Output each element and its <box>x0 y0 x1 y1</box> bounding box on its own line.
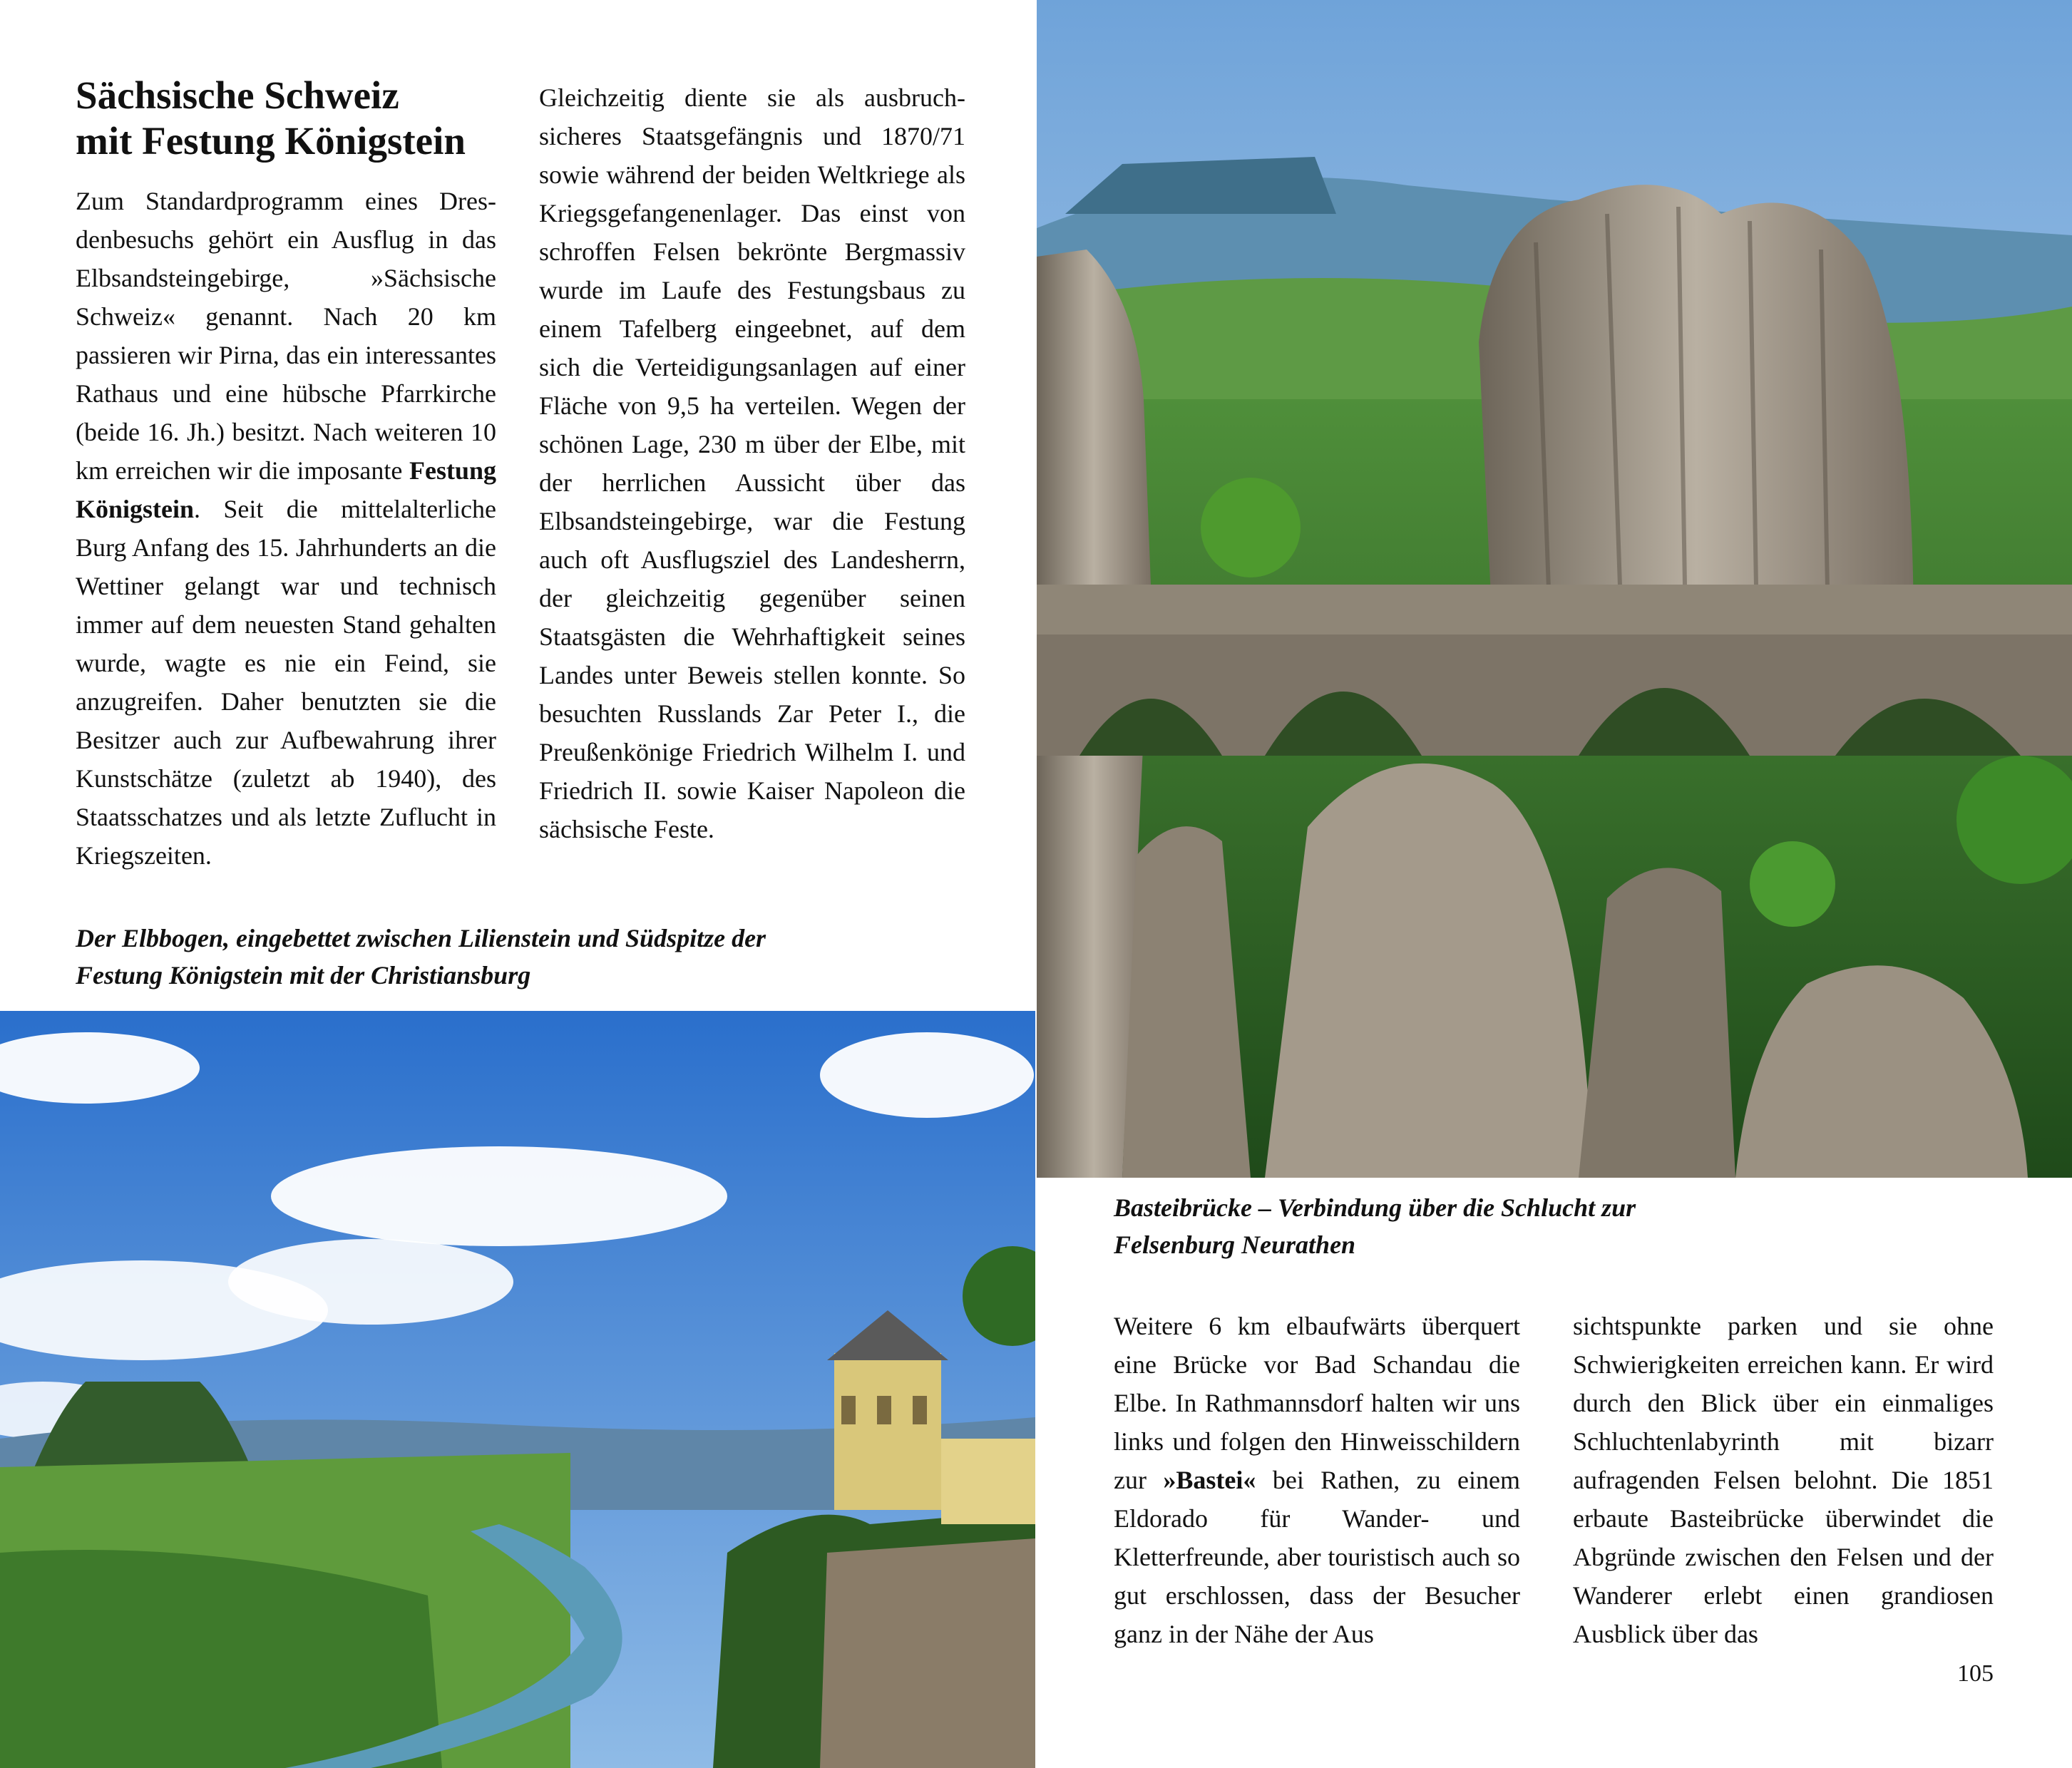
caption-elbbogen-line-2: Festung Königstein mit der Christiansburg <box>76 961 531 990</box>
caption-bastei-line-1: Basteibrücke – Verbindung über die Schlucht zur <box>1114 1193 1636 1222</box>
caption-elbbogen-line-1: Der Elbbogen, eingebettet zwischen Lilienstein und Südspitze der <box>76 924 766 952</box>
body-column-4: sichtspunkte parken und sie ohne Schwierigkeiten erreichen kann. Er wird durch den Blick über ein einmaliges Schluchtenlabyrinth mit bizarr aufragenden Felsen belohnt. Die 1851 erbaute Basteibrücke überwindet die Abgründe zwischen den Felsen und der Wanderer erlebt einen grandiosen Ausblick über das <box>1573 1312 1994 1648</box>
body-column-3 <box>1114 1307 1520 1653</box>
column3-bold-term: »Bastei« <box>1163 1466 1256 1494</box>
column1-text-a: Zum Standardprogramm eines Dresdenbesuchs gehört ein Ausflug in das Elbsandsteingebirge, »Sächsische Schweiz« genannt. Nach 20 km passieren wir Pirna, das ein interessantes Rathaus und eine hübsche Pfarrkirche (beide 16. Jh.) besitzt. Nach weiteren 10 km erreichen wir die imposante <box>76 187 496 485</box>
page-heading <box>76 73 532 164</box>
column3-text-b: bei Rathen, zu einem Eldorado für Wander- und Kletterfreunde, aber touristisch auch so gut erschlossen, dass der Besucher ganz in der Nähe der Aus <box>1114 1466 1521 1648</box>
page-number: 105 <box>1957 1660 1994 1687</box>
caption-bastei-line-2: Felsenburg Neurathen <box>1114 1230 1356 1259</box>
column1-text-b: . Seit die mittelalterliche Burg Anfang des 15. Jahrhunderts an die Wettiner gelangt war und technisch immer auf dem neuesten Stand gehalten wurde, wagte es nie ein Feind, sie anzugreifen. Daher benutzten sie die Besitzer auch zur Aufbewahrung ihrer Kunstschätze (zuletzt ab 1940), des Staatsschatzes und als letzte Zuflucht in Kriegszeiten. <box>76 495 496 870</box>
caption-bastei <box>1114 1189 1998 1263</box>
heading-line-1: Sächsische Schweiz <box>76 73 399 117</box>
column1-bold-term: Festung Königstein <box>76 456 496 523</box>
photo-basteibruecke-illustration <box>1037 0 2072 1178</box>
body-column-2: Gleichzeitig diente sie als ausbruchsicheres Staatsgefängnis und 1870/71 sowie während der beiden Weltkriege als Kriegsgefangenenlager. Das einst von schroffen Felsen bekrönte Bergmassiv wurde im Laufe des Festungsbaus zu einem Tafelberg eingeebnet, auf dem sich die Verteidigungsanlagen auf einer Fläche von 9,5 ha verteilen. Wegen der schönen Lage, 230 m über der Elbe, mit der herrlichen Aussicht über das Elbsandsteingebirge, war die Festung auch oft Ausflugsziel des Landesherrn, der gleichzeitig gegenüber seinen Staatsgästen die Wehrhaftigkeit seines Landes unter Beweis stellen konnte. So besuchten Russlands Zar Peter I., die Preußenkönige Friedrich Wilhelm I. und Friedrich II. sowie Kaiser Napoleon die sächsische Feste. <box>539 83 965 843</box>
column3-text-a: Weitere 6 km elbaufwärts überquert eine Brücke vor Bad Schandau die Elbe. In Rathmannsdorf halten wir uns links und folgen den Hinweisschildern zur <box>1114 1312 1520 1494</box>
photo-elbbogen-illustration <box>0 1011 1035 1768</box>
photo-basteibruecke <box>1037 0 2072 1178</box>
caption-elbbogen <box>76 920 1002 994</box>
body-column-1 <box>76 182 496 875</box>
photo-elbbogen <box>0 1011 1035 1768</box>
heading-line-2: mit Festung Königstein <box>76 119 466 163</box>
